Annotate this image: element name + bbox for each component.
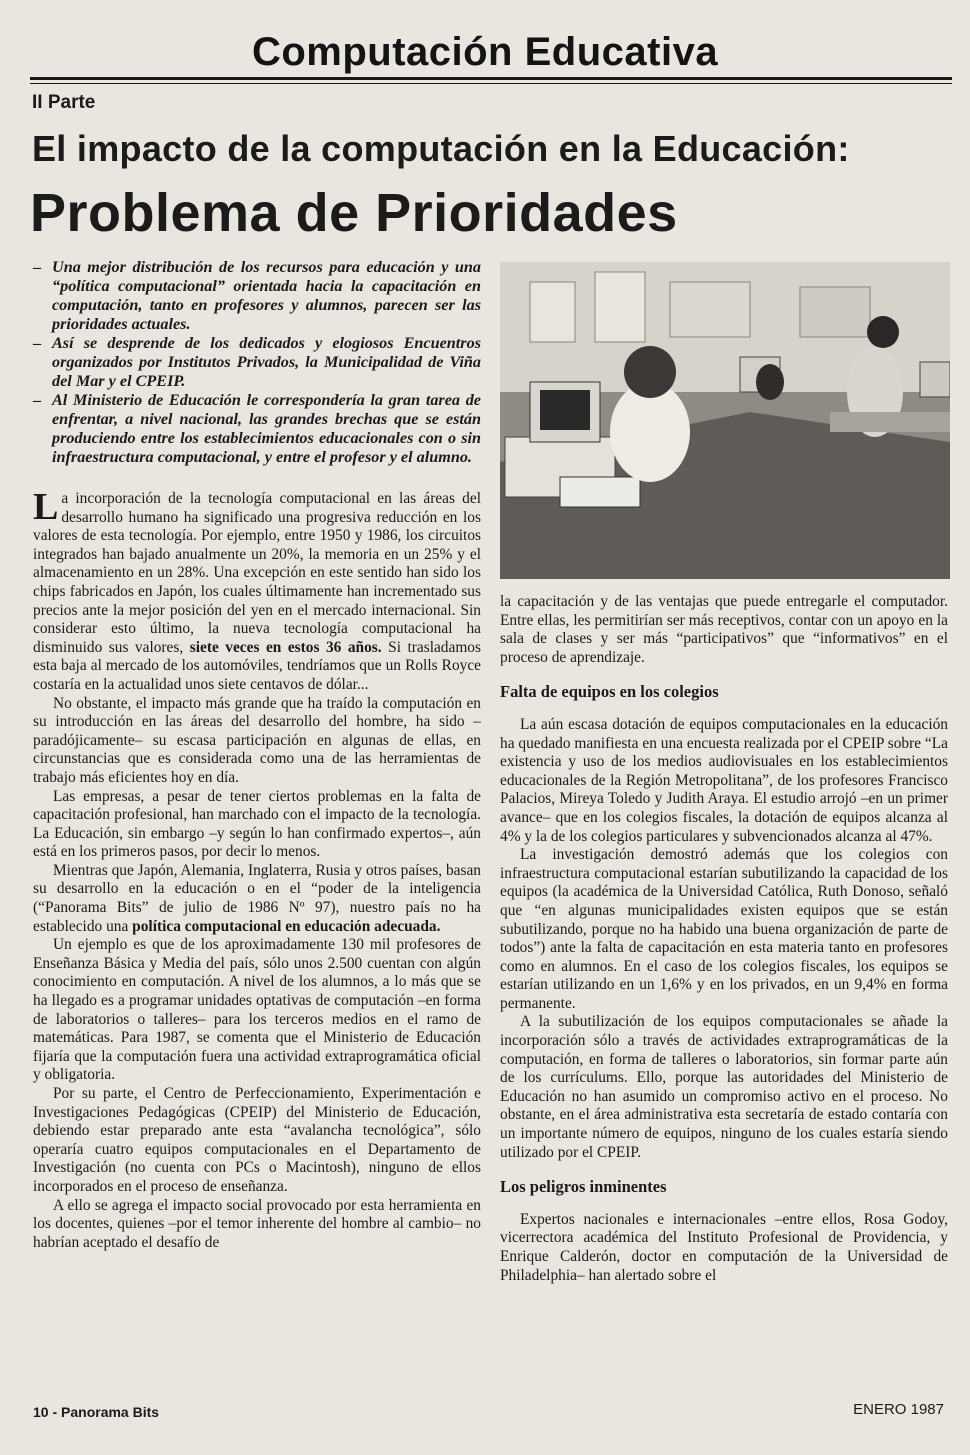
lead-points bbox=[33, 258, 481, 467]
left-column bbox=[33, 486, 481, 1252]
part-label: II Parte bbox=[32, 92, 96, 113]
paragraph: Las empresas, a pesar de tener ciertos problemas en la falta de capacitación profesional, han marchado con el impacto de la tecnología. La Educación, sin embargo –y según lo han confirmado expertos–, aún está en los primeros pasos, por decir lo menos. bbox=[33, 787, 481, 861]
paragraph: Un ejemplo es que de los aproximadamente 130 mil profesores de Enseñanza Básica y Media del país, sólo unos 2.500 cuentan con algún conocimiento en computación. A nivel de los alumnos, a lo más que se ha llegado es a programar unidades optativas de computación –en forma de laboratorios o talleres– para los terceros medios en el ramo de matemáticas. Para 1987, se comenta que el Ministerio de Educación fijaría que la computación fuera una actividad extraprogramática oficial y obligatoria. bbox=[33, 936, 481, 1084]
subheading: Los peligros inminentes bbox=[500, 1177, 667, 1197]
drop-cap: L bbox=[33, 486, 59, 528]
right-column bbox=[500, 593, 948, 1285]
paragraph: No obstante, el impacto más grande que ha traído la computación en su introducción en las áreas del desarrollo del hombre, ha sido –paradójicamente– su escasa participación en algunas de ellas, en circunstancias que es considerada como una de las herramientas de trabajo más eficientes hoy en día. bbox=[33, 694, 481, 786]
paragraph: Por su parte, el Centro de Perfeccionamiento, Experimentación e Investigaciones Pedagógicas (CPEIP) del Ministerio de Educación, debiendo estar preparado ante esta “avalancha tecnológica”, sólo operaría cuatro equipos computacionales en el Departamento de Investigación (no cuenta con PCs o Macintosh), ninguno de ellos incorporados en el proceso de enseñanza. bbox=[33, 1085, 481, 1195]
paragraph: A ello se agrega el impacto social provocado por esta herramienta en los docentes, quienes –por el temor inherente del hombre al cambio– no habrían aceptado el desafío de bbox=[33, 1196, 481, 1251]
lead-point: – Al Ministerio de Educación le correspondería la gran tarea de enfrentar, a nivel nacional, las grandes brechas que se están produciendo entre los establecimientos educacionales con o sin infraestructura computacional, y entre el profesor y el alumno. bbox=[33, 391, 481, 466]
lead-point: – Una mejor distribución de los recursos para educación y una “política computacional” orientada hacia la capacitación en computación, tanto en profesores y alumnos, parecen ser las prioridades actuales. bbox=[33, 258, 481, 333]
headline-main: Problema de Prioridades bbox=[30, 183, 678, 243]
lead-point: – Así se desprende de los dedicados y elogiosos Encuentros organizados por Institutos Privados, la Municipalidad de Viña del Mar y el CPEIP. bbox=[33, 334, 481, 390]
classroom-photo-illustration bbox=[500, 262, 950, 579]
issue-date: ENERO 1987 bbox=[853, 1401, 944, 1418]
paragraph: Mientras que Japón, Alemania, Inglaterra, Rusia y otros países, basan su desarrollo en la educación o en el “poder de la inteligencia (“Panorama Bits” de julio de 1986 Nº 97), nuestro país no ha establecido una política computacional en educación adecuada. bbox=[33, 861, 481, 935]
paragraph: La aún escasa dotación de equipos computacionales en la educación ha quedado manifiesta en una encuesta realizada por el CPEIP sobre “La existencia y uso de los medios audiovisuales en los establecimientos educacionales de la Región Metropolitana”, de los profesores Francisco Palacios, Mireya Toledo y Judith Araya. El estudio arrojó –en un primer avance– que en los colegios fiscales, la dotación de equipos alcanza al 4% y la de los colegios particulares y subvencionados alcanza al 47%. bbox=[500, 715, 948, 845]
paragraph: La investigación demostró además que los colegios con infraestructura computacional estarían subutilizando la capacidad de los equipos (la académica de la Universidad Católica, Ruth Donoso, señaló que “en algunas municipalidades existen equipos que se están subutilizando, porque no ha habido una buena organización de parte de todos”) ante la falta de capacitación en esta materia tanto en profesores como en alumnos. En el caso de los colegios fiscales, los equipos se estarían utilizando en un 1,6% y en los privados, en un 9,4% en forma permanente. bbox=[500, 846, 948, 1012]
paragraph: Expertos nacionales e internacionales –entre ellos, Rosa Godoy, vicerrectora académica del Instituto Profesional de Providencia, y Enrique Calderón, doctor en computación de la Universidad de Philadelphia– han alertado sobre el bbox=[500, 1210, 948, 1284]
subheading: Falta de equipos en los colegios bbox=[500, 682, 719, 702]
paragraph: la capacitación y de las ventajas que puede entregarle el computador. Entre ellas, les permitirían ser más receptivos, contar con un apoyo en la sala de clases y ser más “participativos” que “informativos” en el proceso de aprendizaje. bbox=[500, 593, 948, 666]
page-folio: 10 - Panorama Bits bbox=[33, 1404, 160, 1420]
paragraph: La incorporación de la tecnología computacional en las áreas del desarrollo humano ha significado una progresiva reducción en los valores de esta tecnología. Por ejemplo, entre 1950 y 1986, los circuitos integrados han bajado anualmente un 20%, la memoria en un 25% y el almacenamiento en un 28%. Una excepción en este sentido han sido los chips fabricados en Japón, los cuales últimamente han incrementado sus precios ante la mejor posición del yen en el mercado internacional. Sin considerar esto último, la nueva tecnología computacional ha disminuido sus valores, siete veces en estos 36 años. Si trasladamos esta baja al mercado de los automóviles, tendríamos que un Rolls Royce costaría en la actualidad unos siete centavos de dólar... bbox=[33, 486, 481, 693]
paragraph: A la subutilización de los equipos computacionales se añade la incorporación sólo a través de actividades extraprogramáticas de la computación, en forma de talleres o laboratorios, sin formar parte aún de los currículums. Ello, porque las autoridades del Ministerio de Educación no han asumido un compromiso activo en el proceso. No obstante, en el área administrativa esta secretaría de estado contaría con un importante número de equipos, ninguno de los cuales estaría siendo utilizado por el CPEIP. bbox=[500, 1013, 948, 1161]
section-title: Computación Educativa bbox=[251, 30, 719, 74]
header-rule bbox=[30, 77, 952, 80]
header-rule-thin bbox=[30, 83, 952, 84]
headline: El impacto de la computación en la Educación: bbox=[32, 128, 850, 169]
classroom-photo bbox=[500, 262, 950, 579]
